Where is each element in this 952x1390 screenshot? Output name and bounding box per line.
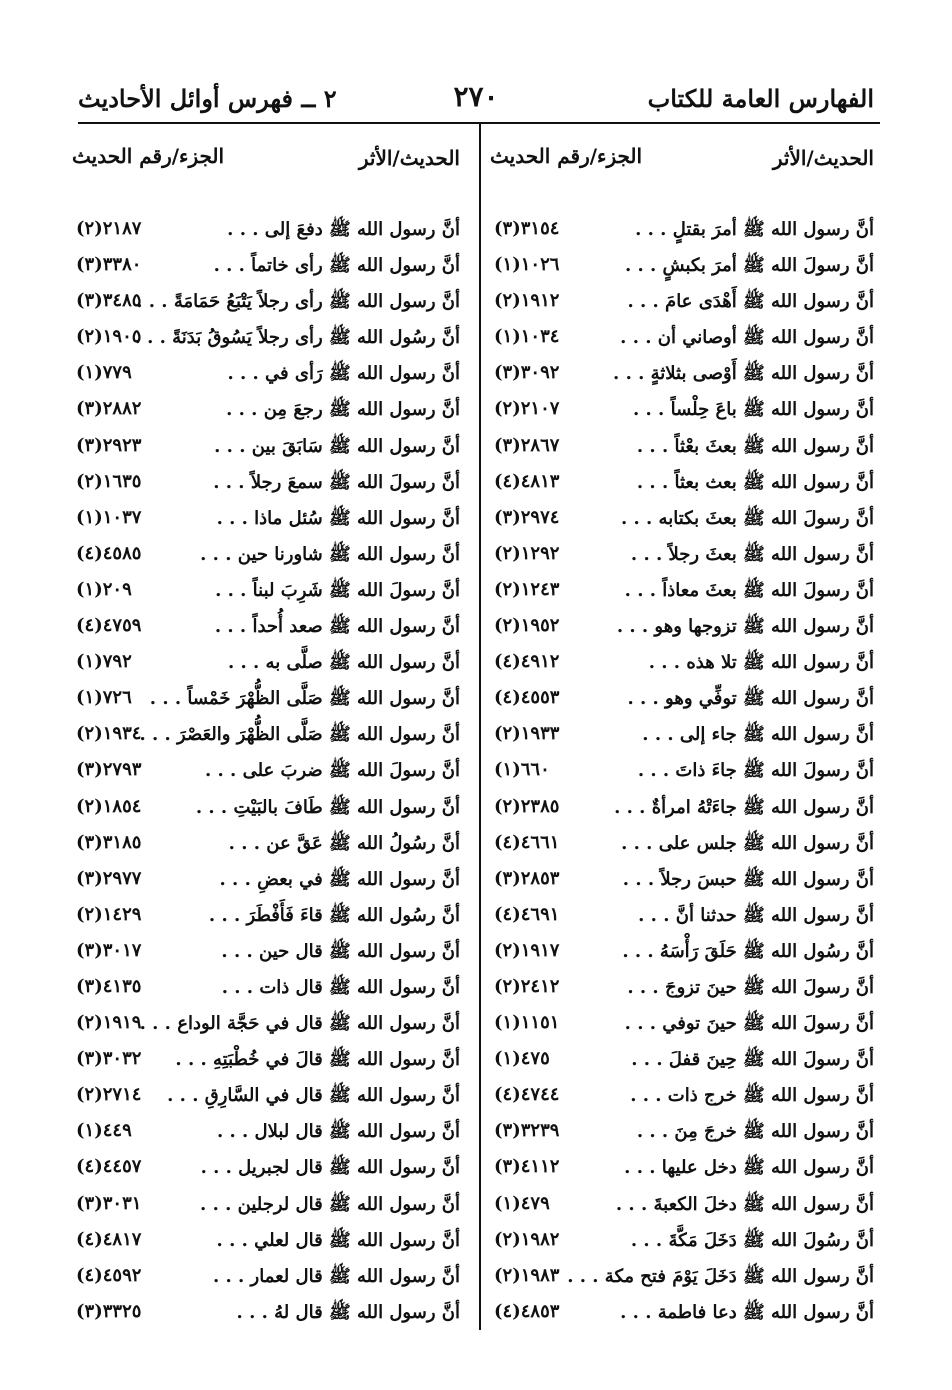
index-entry <box>68 755 460 791</box>
index-entry <box>486 358 874 394</box>
hadith-ref: (٤)٤٧٤٤ <box>494 1084 560 1106</box>
hadith-text: أنَّ رسُول الله ﷺ حَلَقَ رَأْسَهُ . . . <box>622 940 874 962</box>
left-column-header <box>68 140 460 180</box>
right-column-header <box>486 140 874 180</box>
hadith-ref: (٤)٤٩١٢ <box>494 651 560 673</box>
hadith-text: أنَّ رسول الله ﷺ قال لجبريل . . . <box>200 1157 460 1179</box>
page-number: ٢٧٠ <box>453 80 499 113</box>
hadith-text: أنَّ رسول الله ﷺ قال ذات . . . <box>221 976 460 998</box>
hadith-text: أنَّ رسول الله ﷺ صعد أُحداً . . . <box>214 616 460 638</box>
index-entry <box>68 467 460 503</box>
hadith-text: أنَّ رسولَ الله ﷺ حينَ توفي . . . <box>624 1013 874 1035</box>
hadith-text: أنَّ رسول الله ﷺ رَأى في . . . <box>227 363 460 385</box>
index-entry <box>486 286 874 322</box>
index-entry <box>68 431 460 467</box>
index-entry <box>486 467 874 503</box>
hadith-text: أنَّ رسول الله ﷺ تزوجها وهو . . . <box>616 616 874 638</box>
hadith-text: أنَّ رسول الله ﷺ طَافَ بالبَيْتِ . . . <box>195 796 460 818</box>
hadith-text: أنَّ رسول الله ﷺ رأى خاتماً . . . <box>213 255 460 277</box>
index-entry <box>68 1225 460 1261</box>
hadith-text: أنَّ رسولَ الله ﷺ بعثَ معاذاً . . . <box>624 579 874 601</box>
hadith-text: أنَّ رسول الله ﷺ رأى رجلاً يَتْبَعُ حَمَامَةً . . . <box>136 291 460 313</box>
hadith-ref: (٣)٤١٣٥ <box>76 975 142 997</box>
hadith-ref: (٢)١٩٥٢ <box>494 615 560 637</box>
index-entry <box>486 503 874 539</box>
hadith-ref: (٣)٢٨٦٧ <box>494 434 560 456</box>
right-column <box>486 140 874 1333</box>
hadith-text: أنَّ رسول الله ﷺ خرجَ مِنَ . . . <box>636 1121 874 1143</box>
hadith-text: أنَّ رسُول الله ﷺ قاءَ فَأَفْطَرَ . . . <box>208 904 460 926</box>
index-entry <box>486 1008 874 1044</box>
hadith-text: أنَّ رسول الله ﷺ حبسَ رجلاً . . . <box>622 868 874 890</box>
hadith-ref: (٢)١٩٣٤ <box>76 723 142 745</box>
hadith-ref: (١)١٠٣٤ <box>494 326 560 348</box>
hadith-ref: (٢)١٤٢٩ <box>76 903 142 925</box>
hadith-ref: (٤)٤٥٩٢ <box>76 1264 142 1286</box>
hadith-ref: (٤)٤٥٥٣ <box>494 687 560 709</box>
hadith-text: أنَّ رسولَ الله ﷺ جاءَ ذاتَ . . . <box>637 760 874 782</box>
index-entry <box>486 1080 874 1116</box>
index-entry <box>68 792 460 828</box>
index-entry <box>486 539 874 575</box>
index-entry <box>486 1044 874 1080</box>
index-entry <box>68 936 460 972</box>
hadith-text: أنَّ رسول الله ﷺ قالَ في خُطْبَتِهِ . . . <box>175 1049 460 1071</box>
index-entry <box>486 322 874 358</box>
hadith-text: أنَّ رسول الله ﷺ شاورنا حين . . . <box>200 543 460 565</box>
hadith-text: أنَّ رسول الله ﷺ توفِّي وهو . . . <box>627 688 874 710</box>
hadith-text: أنَّ رسول الله ﷺ بعثَ رجلاً . . . <box>630 543 874 565</box>
hadith-text: أنَّ رسول الله ﷺ قال في حَجَّة الوداع . . . <box>139 1013 460 1035</box>
index-entry <box>68 575 460 611</box>
index-entry <box>486 214 874 250</box>
index-entry <box>486 792 874 828</box>
hadith-ref: (٢)٢٧١٤ <box>76 1084 142 1106</box>
index-entry <box>486 864 874 900</box>
index-entry <box>486 683 874 719</box>
hadith-ref: (٤)٤٥٨٥ <box>76 542 142 564</box>
index-entry <box>68 1080 460 1116</box>
index-entry <box>68 1152 460 1188</box>
index-entry <box>68 1008 460 1044</box>
hadith-text: أنَّ رسول الله ﷺ بعث بعثاً . . . <box>636 471 874 493</box>
hadith-text: أنَّ رسول الله ﷺ أَهْدَى عامَ . . . <box>627 291 874 313</box>
column-divider <box>479 123 481 1330</box>
hadith-text: أنَّ رسولَ الله ﷺ ضربَ على . . . <box>204 760 460 782</box>
hadith-ref: (٣)٣٠٣٢ <box>76 1048 142 1070</box>
hadith-ref: (٢)٢١٨٧ <box>76 218 142 239</box>
hadith-ref: (٢)١٩٨٢ <box>494 1228 560 1250</box>
hadith-ref: (١)١٠٣٧ <box>76 506 142 528</box>
hadith-ref: (٣)٣٣٢٥ <box>76 1300 142 1322</box>
hadith-ref: (٤)٤٤٥٧ <box>76 1156 142 1178</box>
hadith-ref: (٣)٢٩٢٣ <box>76 434 142 456</box>
hadith-ref: (٢)١٩١٢ <box>494 290 560 312</box>
index-entry <box>486 250 874 286</box>
left-entries <box>68 214 460 1333</box>
hadith-ref: (١)٦٦٠ <box>494 759 550 781</box>
hadith-text: أنَّ رسول الله ﷺ قال في السَّارِقِ . . . <box>167 1085 460 1107</box>
hadith-ref: (٣)٣٢٣٩ <box>494 1120 560 1142</box>
ref-header: الجزء/رقم الحديث <box>490 144 643 168</box>
hadith-text: أنَّ رسول الله ﷺ دخل عليها . . . <box>624 1157 874 1179</box>
hadith-text: أنَّ رسولَ الله ﷺ سمعَ رجلاً . . . <box>213 471 460 493</box>
index-entry <box>68 322 460 358</box>
hadith-ref: (٣)٢٨٨٢ <box>76 398 142 420</box>
hadith-text: أنَّ رسول الله ﷺ صَلَّى الظُّهْرَ خَمْساً . . . <box>149 688 460 710</box>
index-entry <box>486 1152 874 1188</box>
hadith-text: أنَّ رسولَ الله ﷺ شَرِبَ لبناً . . . <box>215 579 460 601</box>
hadith-ref: (١)٤٧٩ <box>494 1192 550 1214</box>
hadith-text: أنَّ رسول الله ﷺ أوصاني أن . . . <box>620 327 874 349</box>
hadith-ref: (٢)١٩١٧ <box>494 939 560 961</box>
hadith-ref: (٢)١٩٨٣ <box>494 1264 560 1286</box>
index-entry <box>486 611 874 647</box>
index-entry <box>486 1225 874 1261</box>
hadith-text: أنَّ رسول الله ﷺ بعثَ بعْثاً . . . <box>636 435 874 457</box>
hadith-ref: (٢)١٦٣٥ <box>76 470 142 492</box>
index-entry <box>486 936 874 972</box>
hadith-ref: (٣)٢٧٩٣ <box>76 759 142 781</box>
hadith-text: أنَّ رسولَ الله ﷺ حِينَ قفلَ . . . <box>631 1049 874 1071</box>
index-entry <box>68 647 460 683</box>
index-entry <box>68 1297 460 1333</box>
hadith-text: أنَّ رسول الله ﷺ أَوْصى بثلاثةٍ . . . <box>613 363 874 385</box>
hadith-text: أنَّ رسول الله ﷺ خرج ذات . . . <box>630 1085 874 1107</box>
hadith-ref: (٢)٢٣٨٥ <box>494 795 560 817</box>
index-entry <box>68 719 460 755</box>
hadith-text: أنَّ رسول الله ﷺ جاءَتْهُ امرأةٌ . . . <box>614 796 874 818</box>
hadith-text: أنَّ رسول الله ﷺ سُئل ماذا . . . <box>216 507 460 529</box>
hadith-ref: (٣)٣١٨٥ <box>76 831 142 853</box>
hadith-ref: (٤)٤٦٩١ <box>494 903 560 925</box>
index-entry <box>68 1044 460 1080</box>
hadith-ref: (١)٧٧٩ <box>76 362 132 384</box>
hadith-text: أنَّ رسول الله ﷺ قال حين . . . <box>221 940 460 962</box>
index-entry <box>68 864 460 900</box>
hadith-ref: (١)٧٩٢ <box>76 651 132 673</box>
index-entry <box>68 1261 460 1297</box>
hadith-text: أنَّ رسول الله ﷺ قال لبلال . . . <box>216 1121 460 1143</box>
hadith-text: أنَّ رسول الله ﷺ تلا هذه . . . <box>648 652 874 674</box>
index-entry <box>486 1261 874 1297</box>
index-entry <box>68 394 460 430</box>
hadith-text: أنَّ رسُولُ الله ﷺ عَقَّ عن . . . <box>228 832 460 854</box>
hadith-text: أنَّ رسُول الله ﷺ رأى رجلاً يَسُوقُ بَدَنَةً . . . <box>134 327 460 349</box>
index-entry <box>486 719 874 755</box>
hadith-text: أنَّ رسول الله ﷺ قال لرجلين . . . <box>200 1193 460 1215</box>
index-entry <box>68 1116 460 1152</box>
index-entry <box>68 358 460 394</box>
hadith-ref: (٢)١٩١٩ <box>76 1012 142 1034</box>
hadith-text: أنَّ رسول الله ﷺ قال لعمار . . . <box>212 1265 460 1287</box>
hadith-header: الحديث/الأثر <box>772 146 874 170</box>
hadith-ref: (٢)١٢٩٢ <box>494 542 560 564</box>
book-title: الفهارس العامة للكتاب <box>647 84 874 113</box>
hadith-text: أنَّ رسول الله ﷺ دَخَلَ يَوْمَ فتح مكة . . . <box>567 1265 874 1287</box>
hadith-text: أنَّ رسول الله ﷺ سَابَقَ بين . . . <box>214 435 460 457</box>
index-entry <box>68 214 460 250</box>
hadith-text: أنَّ رسول الله ﷺ دعا فاطمة . . . <box>620 1301 874 1323</box>
hadith-ref: (٢)١٢٤٣ <box>494 578 560 600</box>
index-entry <box>486 828 874 864</box>
hadith-text: أنَّ رسول الله ﷺ باعَ حِلْساً . . . <box>632 399 874 421</box>
hadith-text: أنَّ رسول الله ﷺ في بعضِ . . . <box>219 868 460 890</box>
index-entry <box>486 1116 874 1152</box>
ref-header: الجزء/رقم الحديث <box>72 144 225 168</box>
index-entry <box>486 431 874 467</box>
left-column <box>68 140 460 1333</box>
hadith-ref: (٣)٢٨٥٣ <box>494 867 560 889</box>
hadith-ref: (٢)١٨٥٤ <box>76 795 142 817</box>
index-entry <box>68 683 460 719</box>
hadith-ref: (٣)٣٣٨٠ <box>76 254 142 276</box>
hadith-ref: (٤)٤٧٥٩ <box>76 615 142 637</box>
index-entry <box>68 286 460 322</box>
index-entry <box>68 972 460 1008</box>
index-entry <box>486 1297 874 1333</box>
hadith-text: أنَّ رسول الله ﷺ صلَّى به . . . <box>227 652 460 674</box>
index-entry <box>68 900 460 936</box>
hadith-text: أنَّ رسولَ الله ﷺ أمرَ بكبشٍ . . . <box>624 255 874 277</box>
hadith-ref: (٣)٢٩٧٧ <box>76 867 142 889</box>
hadith-ref: (٣)٣٠١٧ <box>76 939 142 961</box>
hadith-text: أنَّ رسول الله ﷺ جلس على . . . <box>621 832 874 854</box>
index-entry <box>486 394 874 430</box>
hadith-ref: (٤)٤٦٦١ <box>494 831 560 853</box>
hadith-text: أنَّ رسول الله ﷺ أمرَ بقتلٍ . . . <box>635 219 874 240</box>
hadith-text: أنَّ رسول الله ﷺ دخلَ الكعبةَ . . . <box>615 1193 874 1215</box>
hadith-ref: (٣)٣١٥٤ <box>494 218 560 239</box>
hadith-ref: (١)١٠٢٦ <box>494 254 560 276</box>
hadith-ref: (٤)٤٨١٣ <box>494 470 560 492</box>
hadith-ref: (١)٢٠٩ <box>76 578 132 600</box>
hadith-header: الحديث/الأثر <box>358 146 460 170</box>
hadith-ref: (١)١١٥١ <box>494 1012 560 1034</box>
hadith-text: أنَّ رسول الله ﷺ جاء إلى . . . <box>642 724 874 746</box>
hadith-ref: (٢)٢٤١٢ <box>494 975 560 997</box>
hadith-ref: (١)٧٢٦ <box>76 687 132 709</box>
hadith-ref: (٢)٢١٠٧ <box>494 398 560 420</box>
hadith-ref: (١)٤٧٥ <box>494 1048 550 1070</box>
index-entry <box>68 828 460 864</box>
hadith-ref: (٣)٤١١٢ <box>494 1156 560 1178</box>
hadith-text: أنَّ رسول الله ﷺ صَلَّى الظُّهْرَ والعَصْرَ . . . <box>139 724 460 746</box>
index-entry <box>68 250 460 286</box>
hadith-ref: (١)٤٤٩ <box>76 1120 132 1142</box>
index-entry <box>68 503 460 539</box>
right-entries <box>486 214 874 1333</box>
hadith-text: أنَّ رسول الله ﷺ قال لهُ . . . <box>236 1301 460 1323</box>
hadith-text: أنَّ رسولَ الله ﷺ حينَ تزوجَ . . . <box>627 976 874 998</box>
page-header <box>70 78 882 118</box>
index-entry <box>486 575 874 611</box>
section-title: ٢ ــ فهرس أوائل الأحاديث <box>78 84 337 113</box>
index-entry <box>486 647 874 683</box>
index-entry <box>486 972 874 1008</box>
hadith-text: أنَّ رسولَ الله ﷺ بعثَ بكتابه . . . <box>620 507 874 529</box>
hadith-ref: (٣)٣٠٩٢ <box>494 362 560 384</box>
hadith-ref: (٣)٣٠٣١ <box>76 1192 142 1214</box>
index-entry <box>486 900 874 936</box>
hadith-ref: (٣)٣٤٨٥ <box>76 290 142 312</box>
hadith-text: أنَّ رسول الله ﷺ حدثنا أنَّ . . . <box>638 904 874 926</box>
index-entry <box>486 755 874 791</box>
hadith-ref: (٢)١٩٠٥ <box>76 326 142 348</box>
hadith-text: أنَّ رسول الله ﷺ قال لعلي . . . <box>216 1229 460 1251</box>
hadith-ref: (٣)٢٩٧٤ <box>494 506 560 528</box>
hadith-text: أنَّ رسُولَ الله ﷺ دَخَلَ مَكَّةَ . . . <box>630 1229 874 1251</box>
hadith-ref: (٤)٤٨١٧ <box>76 1228 142 1250</box>
index-entry <box>68 1189 460 1225</box>
hadith-text: أنَّ رسول الله ﷺ دفعَ إلى . . . <box>227 219 460 240</box>
hadith-text: أنَّ رسول الله ﷺ رجعَ مِن . . . <box>226 399 460 421</box>
hadith-ref: (٢)١٩٣٣ <box>494 723 560 745</box>
index-entry <box>68 611 460 647</box>
index-entry <box>486 1189 874 1225</box>
index-entry <box>68 539 460 575</box>
hadith-ref: (٤)٤٨٥٣ <box>494 1300 560 1322</box>
